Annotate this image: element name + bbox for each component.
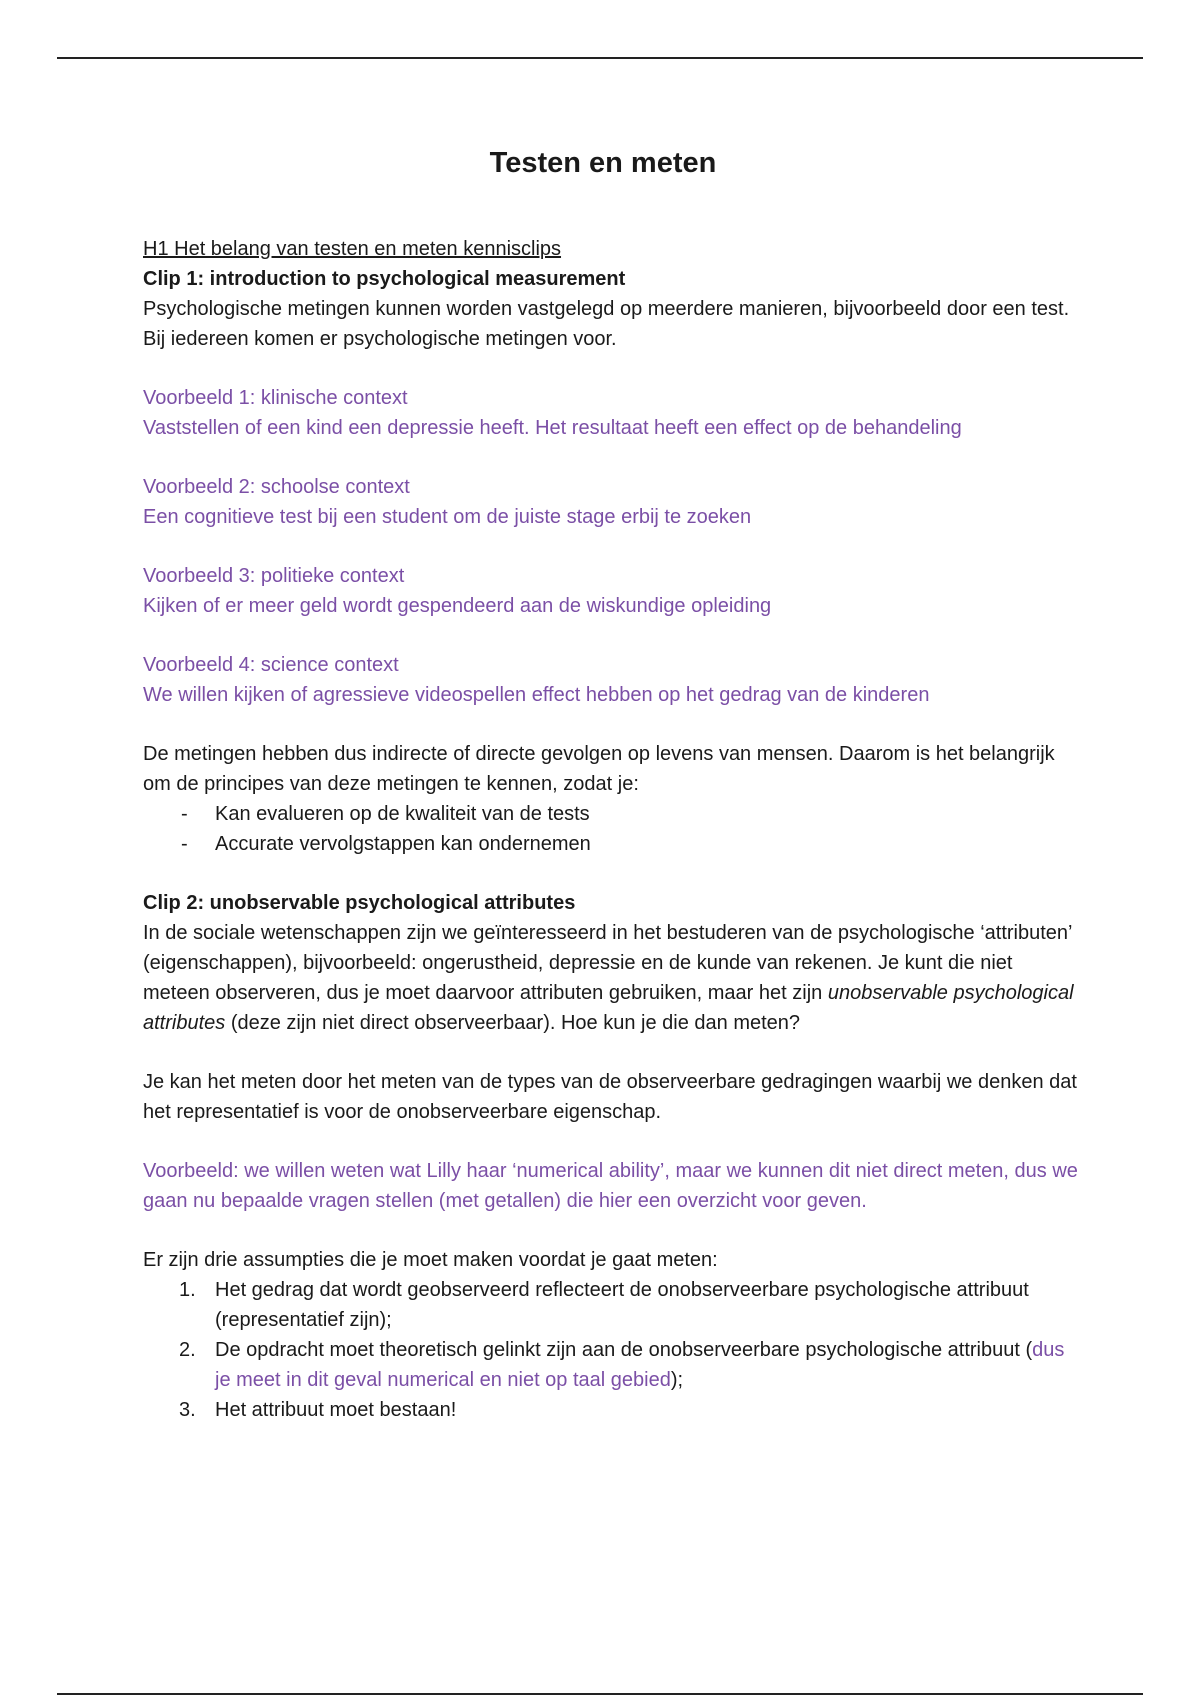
assumptions-intro: Er zijn drie assumpties die je moet maken voordat je gaat meten: xyxy=(143,1249,718,1271)
clip2-text: (deze zijn niet direct observeerbaar). Hoe kun je die dan meten? xyxy=(225,1012,801,1034)
document-title: Testen en meten xyxy=(489,147,717,179)
list-item-highlight: dus je meet in dit geval numerical en niet op taal gebied xyxy=(215,1339,1065,1391)
bottom-rule xyxy=(57,1693,1143,1695)
consequence-list xyxy=(143,799,1083,859)
list-item-text: Het gedrag dat wordt geobserveerd reflecteert de onobserveerbare psychologische attribuut (representatief zijn); xyxy=(215,1279,1029,1331)
list-item-text-part: ); xyxy=(670,1369,684,1391)
list-item-text xyxy=(215,1339,1064,1391)
example-label: Voorbeeld 1: klinische context xyxy=(143,387,408,409)
clip1-heading: Clip 1: introduction to psychological measurement xyxy=(143,268,626,290)
clip1-intro: Psychologische metingen kunnen worden vastgelegd op meerdere manieren, bijvoorbeeld door een test. Bij iedereen komen er psychologische metingen voor. xyxy=(143,298,1070,350)
example-text: Vaststellen of een kind een depressie heeft. Het resultaat heeft een effect op de behandeling xyxy=(143,417,962,439)
section-heading: H1 Het belang van testen en meten kennisclips xyxy=(143,238,562,260)
example-label: Voorbeeld 3: politieke context xyxy=(143,565,405,587)
example-text: Kijken of er meer geld wordt gespendeerd aan de wiskundige opleiding xyxy=(143,595,772,617)
list-number: 2. xyxy=(179,1339,196,1361)
list-item-text: Het attribuut moet bestaan! xyxy=(215,1399,457,1421)
document-content xyxy=(143,234,1083,1425)
example-label: Voorbeeld 4: science context xyxy=(143,654,399,676)
list-number: 3. xyxy=(179,1399,196,1421)
list-number: 1. xyxy=(179,1279,196,1301)
list-item xyxy=(143,799,1083,829)
dash-marker: - xyxy=(181,833,188,855)
list-item-text: Kan evalueren op de kwaliteit van de tests xyxy=(215,803,590,825)
list-item xyxy=(143,829,1083,859)
clip2-example: Voorbeeld: we willen weten wat Lilly haar ‘numerical ability’, maar we kunnen dit niet direct meten, dus we gaan nu bepaalde vragen stellen (met getallen) die hier een overzicht voor geven. xyxy=(143,1160,1078,1212)
example-text: We willen kijken of agressieve videospellen effect hebben op het gedrag van de kinderen xyxy=(143,684,930,706)
list-item-text-part: De opdracht moet theoretisch gelinkt zijn aan de onobserveerbare psychologische attribuut ( xyxy=(215,1339,1033,1361)
list-item xyxy=(143,1335,1083,1395)
clip2-measurement-paragraph: Je kan het meten door het meten van de types van de observeerbare gedragingen waarbij we denken dat het representatief is voor de onobserveerbare eigenschap. xyxy=(143,1071,1077,1123)
top-rule xyxy=(57,57,1143,59)
example-text: Een cognitieve test bij een student om de juiste stage erbij te zoeken xyxy=(143,506,752,528)
clip2-italic-term: unobservable psychological attributes xyxy=(143,982,1074,1034)
clip1-conclusion: De metingen hebben dus indirecte of directe gevolgen op levens van mensen. Daarom is het belangrijk om de principes van deze metingen te kennen, zodat je: xyxy=(143,743,1055,795)
list-item xyxy=(143,1275,1083,1335)
list-item-text: Accurate vervolgstappen kan ondernemen xyxy=(215,833,591,855)
clip2-text: In de sociale wetenschappen zijn we geïnteresseerd in het bestuderen van de psychologische ‘attributen’ (eigenschappen), bijvoorbeeld: ongerustheid, depressie en de kunde van rekenen. Je kunt die niet meteen observeren, dus je moet daarvoor attributen gebruiken, maar het zijn xyxy=(143,922,1072,1004)
list-item xyxy=(143,1395,1083,1425)
dash-marker: - xyxy=(181,803,188,825)
assumptions-list xyxy=(143,1275,1083,1425)
clip2-heading: Clip 2: unobservable psychological attributes xyxy=(143,892,576,914)
example-label: Voorbeeld 2: schoolse context xyxy=(143,476,410,498)
clip2-paragraph xyxy=(143,918,1083,1038)
